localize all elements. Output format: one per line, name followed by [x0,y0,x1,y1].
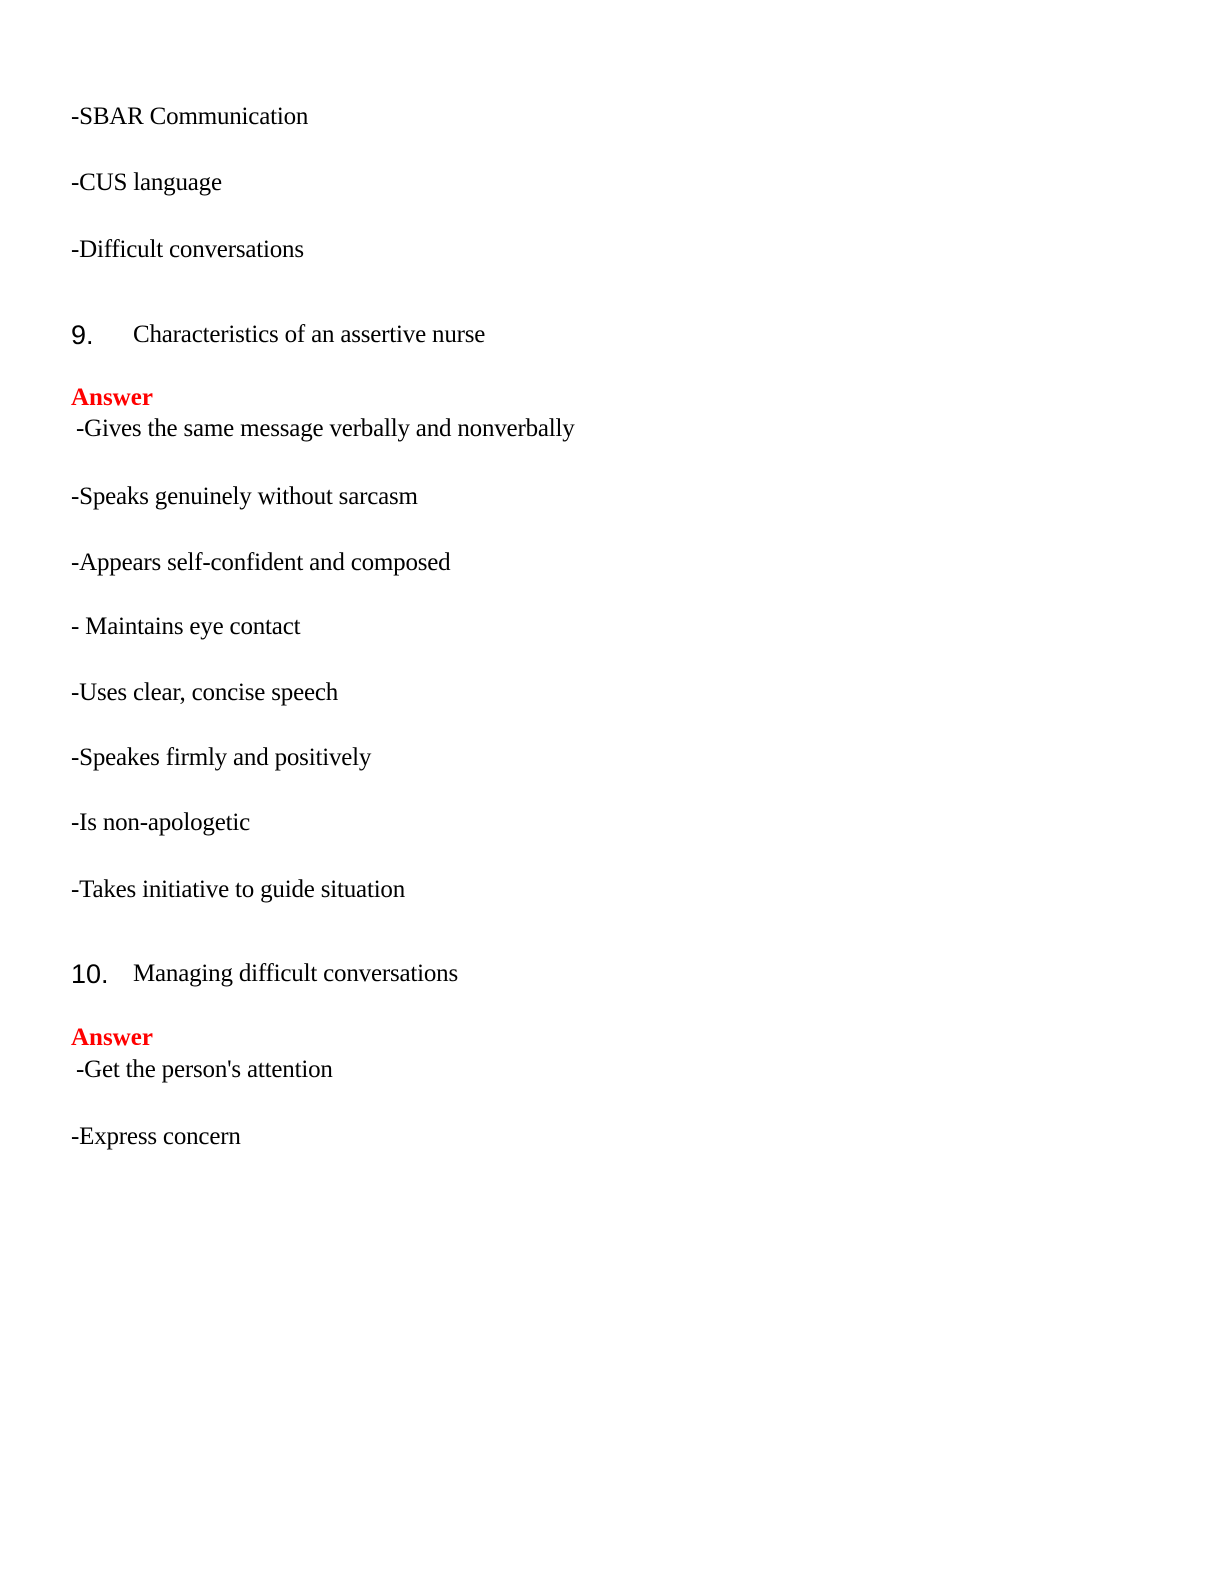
intro-item-difficult: -Difficult conversations [71,236,304,263]
answer-10-item-1: -Get the person's attention [76,1056,333,1083]
answer-9-item-7: -Is non-apologetic [71,809,250,836]
answer-9-item-8: -Takes initiative to guide situation [71,876,406,903]
answer-9-item-6: -Speakes firmly and positively [71,744,372,771]
question-text-9: Characteristics of an assertive nurse [133,321,486,348]
answer-9-item-1: -Gives the same message verbally and nonverbally [76,415,575,442]
answer-9-item-3: -Appears self-confident and composed [71,549,451,576]
answer-9-item-2: -Speaks genuinely without sarcasm [71,483,418,510]
answer-label-10: Answer [71,1024,153,1051]
intro-item-sbar: -SBAR Communication [71,103,309,130]
question-number-10: 10. [71,959,109,989]
answer-10-item-2: -Express concern [71,1123,241,1150]
question-number-9: 9. [71,320,94,350]
question-text-10: Managing difficult conversations [133,960,459,987]
answer-9-item-5: -Uses clear, concise speech [71,679,339,706]
answer-label-9: Answer [71,384,153,411]
intro-item-cus: -CUS language [71,169,222,196]
answer-9-item-4: - Maintains eye contact [71,613,301,640]
